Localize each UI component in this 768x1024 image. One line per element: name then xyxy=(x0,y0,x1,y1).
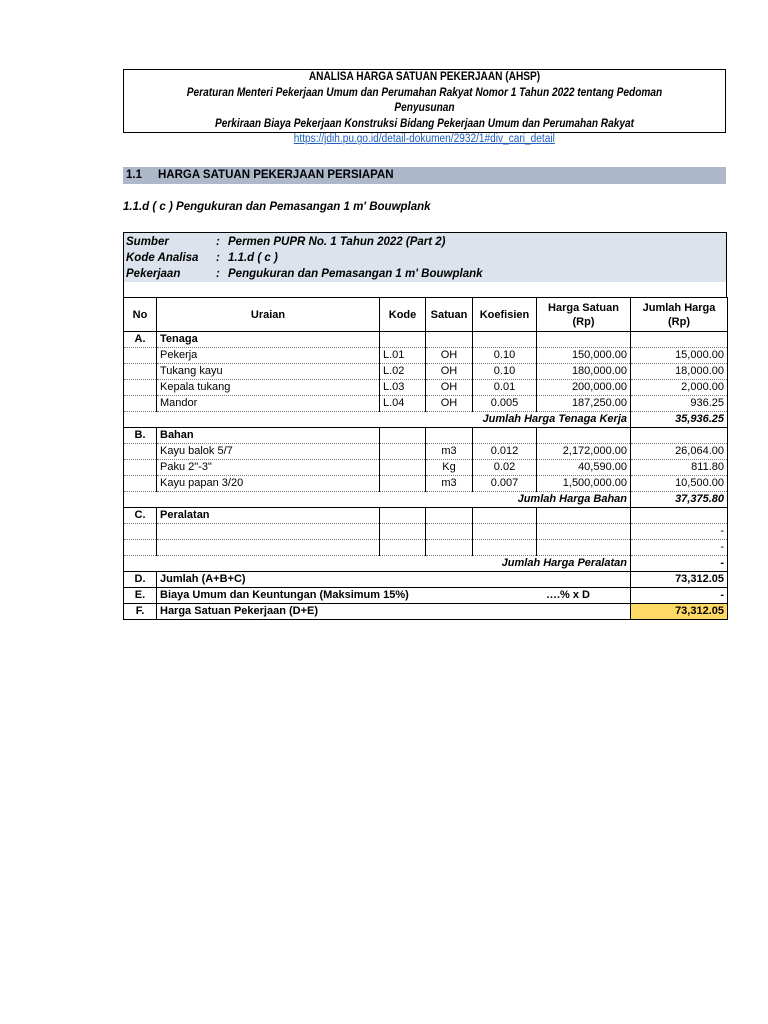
cell-jumlah: 18,000.00 xyxy=(631,364,728,380)
cell-koefisien: 0.10 xyxy=(473,348,537,364)
summary-row-f xyxy=(124,604,728,620)
group-row-tenaga xyxy=(124,332,728,348)
final-price-value: 73,312.05 xyxy=(631,604,728,620)
subtotal-value: 35,936.25 xyxy=(631,412,728,428)
table-row xyxy=(124,476,728,492)
col-uraian: Uraian xyxy=(157,298,380,332)
cell-jumlah: 811.80 xyxy=(631,460,728,476)
table-row xyxy=(124,524,728,540)
group-no: B. xyxy=(124,428,157,444)
cell-satuan: OH xyxy=(426,396,473,412)
table-row xyxy=(124,380,728,396)
cell-kode: L.04 xyxy=(380,396,426,412)
col-jumlah-harga: Jumlah Harga (Rp) xyxy=(631,298,728,332)
cell-koefisien: 0.007 xyxy=(473,476,537,492)
cell-kode xyxy=(380,476,426,492)
cell-uraian: Paku 2"-3" xyxy=(157,460,380,476)
summary-value: - xyxy=(631,588,728,604)
table-row xyxy=(124,396,728,412)
cell-uraian: Kayu papan 3/20 xyxy=(157,476,380,492)
subtotal-row-bahan xyxy=(124,492,728,508)
cell-uraian: Kayu balok 5/7 xyxy=(157,444,380,460)
subtotal-label: Jumlah Harga Bahan xyxy=(157,492,631,508)
regulation-link[interactable]: https://jdih.pu.go.id/detail-dokumen/2932/1#div_cari_detail xyxy=(293,133,556,146)
group-label: Bahan xyxy=(157,428,380,444)
info-key: Kode Analisa xyxy=(126,252,199,264)
cell-uraian: Mandor xyxy=(157,396,380,412)
cell-koefisien: 0.10 xyxy=(473,364,537,380)
regulation-line-1: Peraturan Menteri Pekerjaan Umum dan Perumahan Rakyat Nomor 1 Tahun 2022 tentang Pedoman Penyusunan xyxy=(186,86,663,115)
cell-jumlah: 936.25 xyxy=(631,396,728,412)
info-colon: : xyxy=(216,268,220,280)
cell-harga: 150,000.00 xyxy=(537,348,631,364)
summary-formula: ….% x D xyxy=(473,588,631,604)
group-no: C. xyxy=(124,508,157,524)
summary-row-d xyxy=(124,572,728,588)
summary-no: D. xyxy=(124,572,157,588)
cell-jumlah: - xyxy=(631,540,728,556)
cell-jumlah: 10,500.00 xyxy=(631,476,728,492)
summary-label: Jumlah (A+B+C) xyxy=(157,572,631,588)
cell-koefisien: 0.01 xyxy=(473,380,537,396)
document-title: ANALISA HARGA SATUAN PEKERJAAN (AHSP) xyxy=(308,71,541,83)
cell-koefisien: 0.02 xyxy=(473,460,537,476)
table-row xyxy=(124,348,728,364)
cell-uraian: Kepala tukang xyxy=(157,380,380,396)
cell-jumlah: - xyxy=(631,524,728,540)
document-header xyxy=(123,69,726,146)
subtotal-value: - xyxy=(631,556,728,572)
cell-jumlah: 26,064.00 xyxy=(631,444,728,460)
summary-row-e xyxy=(124,588,728,604)
info-value: 1.1.d ( c ) xyxy=(228,252,278,264)
summary-no: F. xyxy=(124,604,157,620)
subtotal-value: 37,375.80 xyxy=(631,492,728,508)
table-row xyxy=(124,364,728,380)
cell-harga: 180,000.00 xyxy=(537,364,631,380)
cell-koefisien: 0.005 xyxy=(473,396,537,412)
cell-satuan: OH xyxy=(426,348,473,364)
col-harga-satuan: Harga Satuan (Rp) xyxy=(537,298,631,332)
info-colon: : xyxy=(216,252,220,264)
table-header xyxy=(124,298,728,332)
cell-kode: L.03 xyxy=(380,380,426,396)
summary-label: Biaya Umum dan Keuntungan (Maksimum 15%) xyxy=(157,588,473,604)
group-label: Tenaga xyxy=(157,332,380,348)
cell-kode xyxy=(380,460,426,476)
regulation-line-2: Perkiraan Biaya Pekerjaan Konstruksi Bidang Pekerjaan Umum dan Perumahan Rakyat xyxy=(214,117,635,130)
col-kode: Kode xyxy=(380,298,426,332)
info-key: Sumber xyxy=(126,236,169,248)
info-colon: : xyxy=(216,236,220,248)
section-bar xyxy=(123,167,726,184)
spacer-row xyxy=(123,282,727,298)
group-label: Peralatan xyxy=(157,508,380,524)
cell-satuan: OH xyxy=(426,380,473,396)
cell-jumlah: 2,000.00 xyxy=(631,380,728,396)
group-no: A. xyxy=(124,332,157,348)
col-satuan: Satuan xyxy=(426,298,473,332)
cell-uraian: Pekerja xyxy=(157,348,380,364)
work-item-title: 1.1.d ( c ) Pengukuran dan Pemasangan 1 m' Bouwplank xyxy=(123,201,431,213)
summary-label: Harga Satuan Pekerjaan (D+E) xyxy=(157,604,631,620)
cell-harga: 2,172,000.00 xyxy=(537,444,631,460)
info-key: Pekerjaan xyxy=(126,268,181,280)
cell-koefisien: 0.012 xyxy=(473,444,537,460)
cell-harga: 200,000.00 xyxy=(537,380,631,396)
group-row-bahan xyxy=(124,428,728,444)
cell-satuan: OH xyxy=(426,364,473,380)
cell-satuan: m3 xyxy=(426,444,473,460)
section-label: HARGA SATUAN PEKERJAAN PERSIAPAN xyxy=(158,169,394,181)
summary-value: 73,312.05 xyxy=(631,572,728,588)
col-no: No xyxy=(124,298,157,332)
cell-kode xyxy=(380,444,426,460)
subtotal-row-peralatan xyxy=(124,556,728,572)
cell-satuan: m3 xyxy=(426,476,473,492)
table-row xyxy=(124,460,728,476)
table-row xyxy=(124,444,728,460)
cell-harga: 187,250.00 xyxy=(537,396,631,412)
cell-jumlah: 15,000.00 xyxy=(631,348,728,364)
cell-kode: L.01 xyxy=(380,348,426,364)
subtotal-label: Jumlah Harga Tenaga Kerja xyxy=(157,412,631,428)
section-number: 1.1 xyxy=(126,169,142,181)
info-value: Pengukuran dan Pemasangan 1 m' Bouwplank xyxy=(228,268,483,280)
info-value: Permen PUPR No. 1 Tahun 2022 (Part 2) xyxy=(228,236,446,248)
cell-harga: 40,590.00 xyxy=(537,460,631,476)
group-row-peralatan xyxy=(124,508,728,524)
subtotal-row-tenaga xyxy=(124,412,728,428)
cell-kode: L.02 xyxy=(380,364,426,380)
subtotal-label: Jumlah Harga Peralatan xyxy=(157,556,631,572)
summary-no: E. xyxy=(124,588,157,604)
table-row xyxy=(124,540,728,556)
cell-harga: 1,500,000.00 xyxy=(537,476,631,492)
cell-satuan: Kg xyxy=(426,460,473,476)
col-koefisien: Koefisien xyxy=(473,298,537,332)
ahsp-table xyxy=(123,297,728,620)
cell-uraian: Tukang kayu xyxy=(157,364,380,380)
